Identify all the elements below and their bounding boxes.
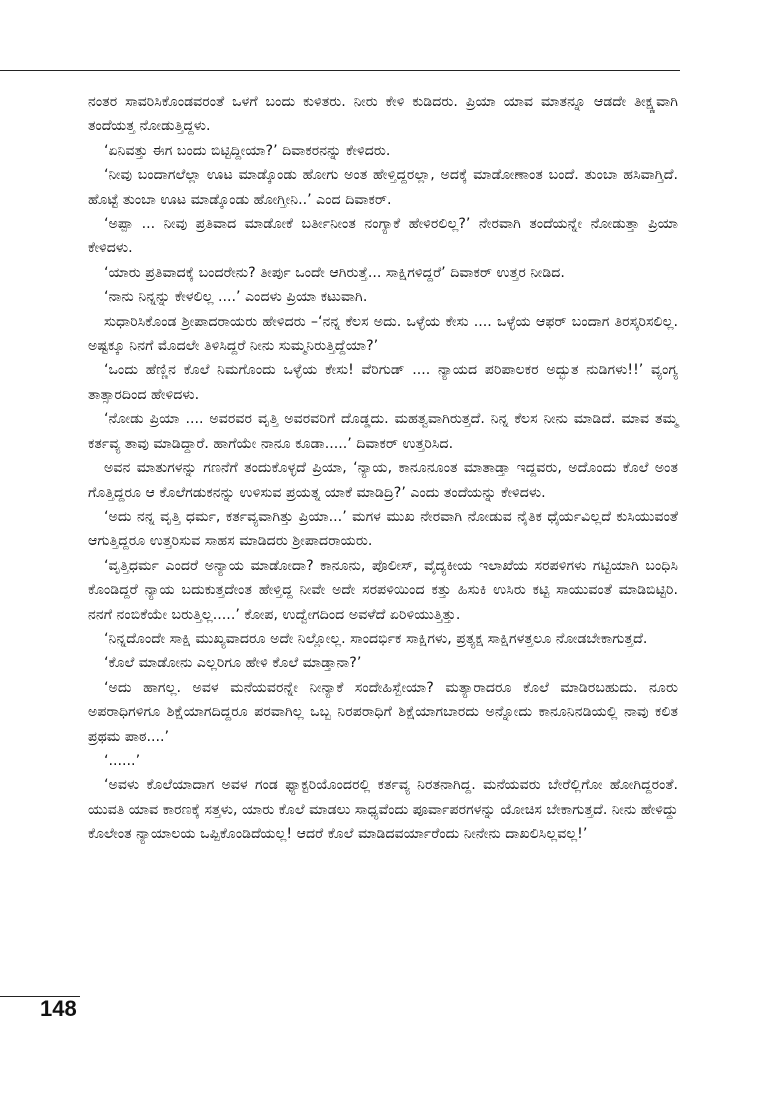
paragraph: ‘ಒಂದು ಹೆಣ್ಣಿನ ಕೊಲೆ ನಿಮಗೊಂದು ಒಳ್ಳೆಯ ಕೇಸು! ವೆರಿಗುಡ್ .... ನ್ಯಾಯದ ಪರಿಪಾಲಕರ ಅದ್ಭುತ ನುಡಿಗಳು!!’ ವ್ಯಂಗ್ಯ ತಾತ್ಸಾರದಿಂದ ಹೇಳಿದಳು. [88, 362, 678, 403]
paragraph: ‘ನೀವು ಬಂದಾಗಲೆಲ್ಲಾ ಊಟ ಮಾಡ್ಕೊಂಡು ಹೋಗು ಅಂತ ಹೇಳ್ತಿದ್ದರಲ್ಲಾ, ಅದಕ್ಕೆ ಮಾಡೋಣಾಂತ ಬಂದೆ. ತುಂಬಾ ಹಸಿವಾಗ್ತಿದೆ. ಹೊಟ್ಟೆ ತುಂಬಾ ಊಟ ಮಾಡ್ಕೊಂಡು ಹೋಗ್ತೀನಿ..’ ಎಂದ ದಿವಾಕರ್. [88, 167, 678, 208]
paragraph: ‘ವೃತ್ತಿಧರ್ಮ ಎಂದರೆ ಅನ್ಯಾಯ ಮಾಡೋದಾ? ಕಾನೂನು, ಪೊಲೀಸ್, ವೈದ್ಯಕೀಯ ಇಲಾಖೆಯ ಸರಪಳಿಗಳು ಗಟ್ಟಿಯಾಗಿ ಬಂಧಿಸಿ ಕೊಂಡಿದ್ದರೆ ನ್ಯಾಯ ಬದುಕುತ್ತದೇಂತ ಹೇಳ್ತಿದ್ದ ನೀವೇ ಅದೇ ಸರಪಳಿಯಿಂದ ಕತ್ತು ಹಿಸುಕಿ ಉಸಿರು ಕಟ್ಟಿ ಸಾಯುವಂತೆ ಮಾಡಿಬಿಟ್ಟಿರಿ. ನನಗೆ ನಂಬಿಕೆಯೇ ಬರುತ್ತಿಲ್ಲ.....’ ಕೋಪ, ಉದ್ವೇಗದಿಂದ ಅವಳೆದೆ ಏರಿಳಿಯುತ್ತಿತ್ತು. [88, 557, 678, 623]
header-rule [0, 70, 680, 71]
paragraph: ‘ಅವಳು ಕೊಲೆಯಾದಾಗ ಅವಳ ಗಂಡ ಫ್ಯಾಕ್ಟರಿಯೊಂದರಲ್ಲಿ ಕರ್ತವ್ಯ ನಿರತನಾಗಿದ್ದ. ಮನೆಯವರು ಬೇರೆಲ್ಲಿಗೋ ಹೋಗಿದ್ದರಂತೆ. ಯುವತಿ ಯಾವ ಕಾರಣಕ್ಕೆ ಸತ್ತಳು, ಯಾರು ಕೊಲೆ ಮಾಡಲು ಸಾಧ್ಯವೆಂದು ಪೂರ್ವಾಪರಗಳನ್ನು ಯೋಚಿಸ ಬೇಕಾಗುತ್ತದೆ. ನೀನು ಹೇಳಿದ್ದು ಕೊಲೇಂತ ನ್ಯಾಯಾಲಯ ಒಪ್ಪಿಕೊಂಡಿದೆಯಲ್ಲ! ಆದರೆ ಕೊಲೆ ಮಾಡಿದವರ್ಯಾರೆಂದು ನೀನೇನು ದಾಖಲಿಸಿಲ್ಲವಲ್ಲ!’ [88, 777, 678, 843]
paragraph: ‘ಯಾರು ಪ್ರತಿವಾದಕ್ಕೆ ಬಂದರೇನು? ತೀರ್ಪು ಒಂದೇ ಆಗಿರುತ್ತೆ... ಸಾಕ್ಷಿಗಳಿದ್ದರೆ’ ದಿವಾಕರ್ ಉತ್ತರ ನೀಡಿದ. [104, 264, 565, 281]
paragraph: ‘ನಾನು ನಿನ್ನನ್ನು ಕೇಳಲಿಲ್ಲ ....’ ಎಂದಳು ಪ್ರಿಯಾ ಕಟುವಾಗಿ. [104, 289, 368, 306]
page-number: 148 [40, 996, 77, 1021]
paragraph: ‘ಕೊಲೆ ಮಾಡೋನು ಎಲ್ಲರಿಗೂ ಹೇಳಿ ಕೊಲೆ ಮಾಡ್ತಾನಾ?’ [104, 655, 362, 672]
paragraph: ನಂತರ ಸಾವರಿಸಿಕೊಂಡವರಂತೆ ಒಳಗೆ ಬಂದು ಕುಳಿತರು. ನೀರು ಕೇಳಿ ಕುಡಿದರು. ಪ್ರಿಯಾ ಯಾವ ಮಾತನ್ನೂ ಆಡದೇ ತೀಕ್ಷ್ಣವಾಗಿ ತಂದೆಯತ್ತ ನೋಡುತ್ತಿದ್ದಳು. [88, 94, 678, 135]
paragraph: ಸುಧಾರಿಸಿಕೊಂಡ ಶ್ರೀಪಾದರಾಯರು ಹೇಳಿದರು –‘ನನ್ನ ಕೆಲಸ ಅದು. ಒಳ್ಳೆಯ ಕೇಸು .... ಒಳ್ಳೆಯ ಆಫರ್ ಬಂದಾಗ ತಿರಸ್ಕರಿಸಲಿಲ್ಲ. ಅಷ್ಟಕ್ಕೂ ನಿನಗೆ ಮೊದಲೇ ತಿಳಿಸಿದ್ದರೆ ನೀನು ಸುಮ್ಮನಿರುತ್ತಿದ್ದೆಯಾ?’ [88, 313, 678, 355]
paragraph: ಅವನ ಮಾತುಗಳನ್ನು ಗಣನೆಗೆ ತಂದುಕೊಳ್ಳದೆ ಪ್ರಿಯಾ, ‘ನ್ಯಾಯ, ಕಾನೂನೂಂತ ಮಾತಾಡ್ತಾ ಇದ್ದವರು, ಅದೊಂದು ಕೊಲೆ ಅಂತ ಗೊತ್ತಿದ್ದರೂ ಆ ಕೊಲೆಗಡುಕನನ್ನು ಉಳಿಸುವ ಪ್ರಯತ್ನ ಯಾಕೆ ಮಾಡಿದ್ರಿ?’ ಎಂದು ತಂದೆಯನ್ನು ಕೇಳಿದಳು. [88, 460, 678, 501]
paragraph: ‘ಅಪ್ಪಾ ... ನೀವು ಪ್ರತಿವಾದ ಮಾಡೋಕೆ ಬರ್ತೀನೀಂತ ನಂಗ್ಯಾಕೆ ಹೇಳಿರಲಿಲ್ಲ?’ ನೇರವಾಗಿ ತಂದೆಯನ್ನೇ ನೋಡುತ್ತಾ ಪ್ರಿಯಾ ಕೇಳಿದಳು. [88, 216, 678, 257]
paragraph: ‘ನಿನ್ನದೊಂದೇ ಸಾಕ್ಷಿ ಮುಖ್ಯವಾದರೂ ಅದೇ ನಿಲ್ಲೋಲ್ಲ. ಸಾಂದರ್ಭಿಕ ಸಾಕ್ಷಿಗಳು, ಪ್ರತ್ಯಕ್ಷ ಸಾಕ್ಷಿಗಳತ್ತಲೂ ನೋಡಬೇಕಾಗುತ್ತದೆ. [104, 630, 648, 647]
paragraph: ‘ಏನಿವತ್ತು ಈಗ ಬಂದು ಬಿಟ್ಟಿದ್ದೀಯಾ?’ ದಿವಾಕರನನ್ನು ಕೇಳಿದರು. [104, 142, 391, 159]
page-body [88, 90, 678, 847]
paragraph: ‘ಅದು ಹಾಗಲ್ಲ. ಅವಳ ಮನೆಯವರನ್ನೇ ನೀನ್ಯಾಕೆ ಸಂದೇಹಿಸ್ಬೇಯಾ? ಮತ್ಯಾರಾದರೂ ಕೊಲೆ ಮಾಡಿರಬಹುದು. ನೂರು ಅಪರಾಧಿಗಳಿಗೂ ಶಿಕ್ಷೆಯಾಗದಿದ್ದರೂ ಪರವಾಗಿಲ್ಲ ಒಬ್ಬ ನಿರಪರಾಧಿಗೆ ಶಿಕ್ಷೆಯಾಗಬಾರದು ಅನ್ನೋದು ಕಾನೂನಿನಡಿಯಲ್ಲಿ ನಾವು ಕಲಿತ ಪ್ರಥಮ ಪಾಠ....’ [88, 679, 678, 745]
paragraph: ‘ನೋಡು ಪ್ರಿಯಾ .... ಅವರವರ ವೃತ್ತಿ ಅವರವರಿಗೆ ದೊಡ್ಡದು. ಮಹತ್ವವಾಗಿರುತ್ತದೆ. ನಿನ್ನ ಕೆಲಸ ನೀನು ಮಾಡಿದೆ. ಮಾವ ತಮ್ಮ ಕರ್ತವ್ಯ ತಾವು ಮಾಡಿದ್ದಾರೆ. ಹಾಗೆಯೇ ನಾನೂ ಕೂಡಾ.....’ ದಿವಾಕರ್ ಉತ್ತರಿಸಿದ. [88, 411, 678, 452]
paragraph: ‘......’ [104, 752, 141, 769]
paragraph: ‘ಅದು ನನ್ನ ವೃತ್ತಿ ಧರ್ಮ, ಕರ್ತವ್ಯವಾಗಿತ್ತು ಪ್ರಿಯಾ...’ ಮಗಳ ಮುಖ ನೇರವಾಗಿ ನೋಡುವ ನೈತಿಕ ಧೈರ್ಯವಿಲ್ಲದೆ ಕುಸಿಯುವಂತೆ ಆಗುತ್ತಿದ್ದರೂ ಉತ್ತರಿಸುವ ಸಾಹಸ ಮಾಡಿದರು ಶ್ರೀಪಾದರಾಯರು. [88, 508, 678, 550]
